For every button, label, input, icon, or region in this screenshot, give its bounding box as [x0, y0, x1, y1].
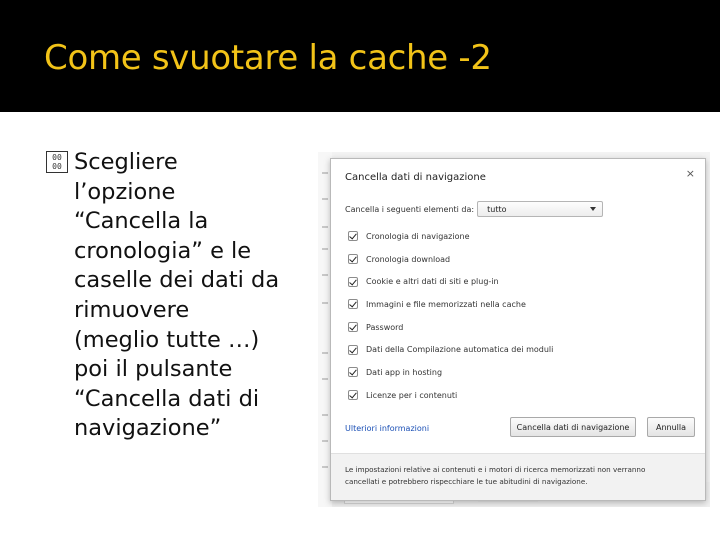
- dialog-title: Cancella dati di navigazione: [345, 172, 486, 183]
- checkbox-hosted-app-data[interactable]: [348, 361, 553, 384]
- checkbox-label: Dati app in hosting: [366, 367, 443, 377]
- checkbox-label: Licenze per i contenuti: [366, 390, 458, 400]
- more-info-link[interactable]: Ulteriori informazioni: [345, 424, 430, 433]
- bullet-marker-icon: 00 00: [46, 151, 68, 173]
- clear-browsing-data-dialog: [330, 158, 706, 501]
- bullet-line: cronologia” e le: [74, 237, 252, 264]
- bullet-line: rimuovere: [74, 296, 190, 323]
- time-range-value: tutto: [487, 205, 507, 214]
- footer-note-line: Le impostazioni relative ai contenuti e i motori di ricerca memorizzati non verranno: [345, 465, 646, 474]
- checkbox-label: Cronologia download: [366, 254, 451, 264]
- dialog-footer-note: [331, 453, 705, 500]
- data-type-checkbox-list: [348, 225, 553, 407]
- bullet-line: (meglio tutte …): [74, 326, 260, 353]
- title-band: [0, 0, 720, 112]
- checkbox[interactable]: [348, 367, 358, 377]
- browser-screenshot: [318, 152, 710, 507]
- time-range-select[interactable]: [477, 201, 603, 217]
- chevron-down-icon: [590, 207, 596, 211]
- bullet-line: caselle dei dati da: [74, 267, 280, 294]
- checkbox-passwords[interactable]: [348, 316, 553, 339]
- bullet-line: poi il pulsante: [74, 356, 233, 383]
- checkbox[interactable]: [348, 277, 358, 287]
- checkbox[interactable]: [348, 231, 358, 241]
- slide-title: Come svuotare la cache -2: [44, 38, 492, 78]
- clear-browsing-data-button[interactable]: Cancella dati di navigazione: [510, 417, 636, 437]
- bullet-line: l’opzione: [74, 178, 176, 205]
- checkbox[interactable]: [348, 345, 358, 355]
- cancel-button[interactable]: Annulla: [647, 417, 695, 437]
- checkbox-browsing-history[interactable]: [348, 225, 553, 248]
- bullet-line: navigazione”: [74, 415, 222, 442]
- close-icon[interactable]: ×: [685, 167, 695, 180]
- footer-note-line: cancellati e potrebbero rispecchiare le tue abitudini di navigazione.: [345, 477, 588, 486]
- checkbox-label: Immagini e file memorizzati nella cache: [366, 299, 526, 309]
- checkbox[interactable]: [348, 390, 358, 400]
- bullet-line: Scegliere: [74, 149, 178, 175]
- time-range-label: Cancella i seguenti elementi da:: [345, 204, 475, 214]
- time-range-row: [345, 201, 603, 217]
- checkbox[interactable]: [348, 299, 358, 309]
- checkbox-content-licenses[interactable]: [348, 384, 553, 407]
- bullet-text: [50, 148, 320, 444]
- checkbox-label: Dati della Compilazione automatica dei moduli: [366, 345, 554, 355]
- bullet-line: “Cancella la: [74, 208, 209, 235]
- bullet-line: “Cancella dati di: [74, 385, 260, 412]
- checkbox-autofill[interactable]: [348, 338, 553, 361]
- checkbox-label: Cookie e altri dati di siti e plug-in: [366, 277, 499, 287]
- checkbox-label: Password: [366, 322, 404, 332]
- checkbox[interactable]: [348, 322, 358, 332]
- checkbox-cached-images[interactable]: [348, 293, 553, 316]
- checkbox-cookies[interactable]: [348, 270, 553, 293]
- checkbox-download-history[interactable]: [348, 248, 553, 271]
- checkbox[interactable]: [348, 254, 358, 264]
- checkbox-label: Cronologia di navigazione: [366, 231, 470, 241]
